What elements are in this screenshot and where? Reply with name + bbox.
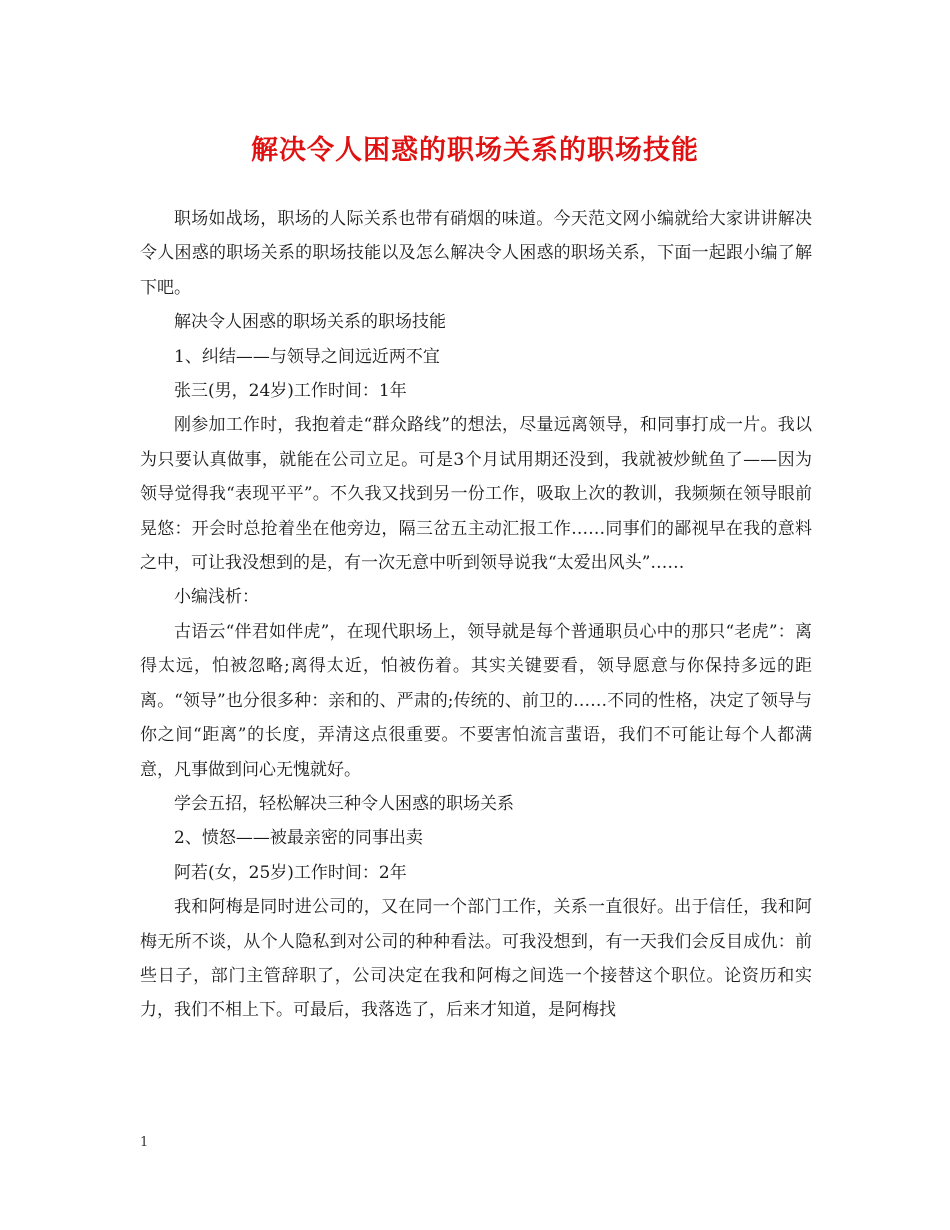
paragraph-analysis-heading: 小编浅析： <box>174 587 259 608</box>
paragraph-case-2-person: 阿若(女，25岁)工作时间：2年 <box>174 862 407 883</box>
document-body <box>140 202 812 1028</box>
document-title: 解决令人困惑的职场关系的职场技能 <box>251 135 699 166</box>
paragraph-case-1-heading: 1、纠结——与领导之间远近两不宜 <box>174 346 440 367</box>
paragraph-case-2-story: 我和阿梅是同时进公司的，又在同一个部门工作，关系一直很好。出于信任，我和阿梅无所不谈，从个人隐私到对公司的种种看法。可我没想到，有一天我们会反目成仇：前些日子，部门主管辞职了，公司决定在我和阿梅之间选一个接替这个职位。论资历和实力，我们不相上下。可最后，我落选了，后来才知道，是阿梅找 <box>140 897 812 1021</box>
paragraph-intro: 职场如战场，职场的人际关系也带有硝烟的味道。今天范文网小编就给大家讲讲解决令人困惑的职场关系的职场技能以及怎么解决令人困惑的职场关系，下面一起跟小编了解下吧。 <box>140 209 812 298</box>
paragraph-analysis: 古语云“伴君如伴虎”，在现代职场上，领导就是每个普通职员心中的那只“老虎”：离得太远，怕被忽略;离得太近，怕被伤着。其实关键要看，领导愿意与你保持多远的距离。“领导”也分很多种：亲和的、严肃的;传统的、前卫的……不同的性格，决定了领导与你之间“距离”的长度，弄清这点很重要。不要害怕流言蜚语，我们不可能让每个人都满意，凡事做到问心无愧就好。 <box>140 621 812 780</box>
paragraph-case-1-story: 刚参加工作时，我抱着走“群众路线”的想法，尽量远离领导，和同事打成一片。我以为只要认真做事，就能在公司立足。可是3个月试用期还没到，我就被炒鱿鱼了——因为领导觉得我“表现平平”。不久我又找到另一份工作，吸取上次的教训，我频频在领导眼前晃悠：开会时总抢着坐在他旁边，隔三岔五主动汇报工作……同事们的鄙视早在我的意料之中，可让我没想到的是，有一次无意中听到领导说我“太爱出风头”…… <box>140 415 812 574</box>
paragraph-section-heading: 解决令人困惑的职场关系的职场技能 <box>174 312 446 333</box>
page-number: 1 <box>140 1135 149 1150</box>
paragraph-case-2-heading: 2、愤怒——被最亲密的同事出卖 <box>174 828 423 849</box>
paragraph-case-1-person: 张三(男，24岁)工作时间：1年 <box>174 381 407 402</box>
paragraph-five-tips: 学会五招，轻松解决三种令人困惑的职场关系 <box>174 793 514 814</box>
